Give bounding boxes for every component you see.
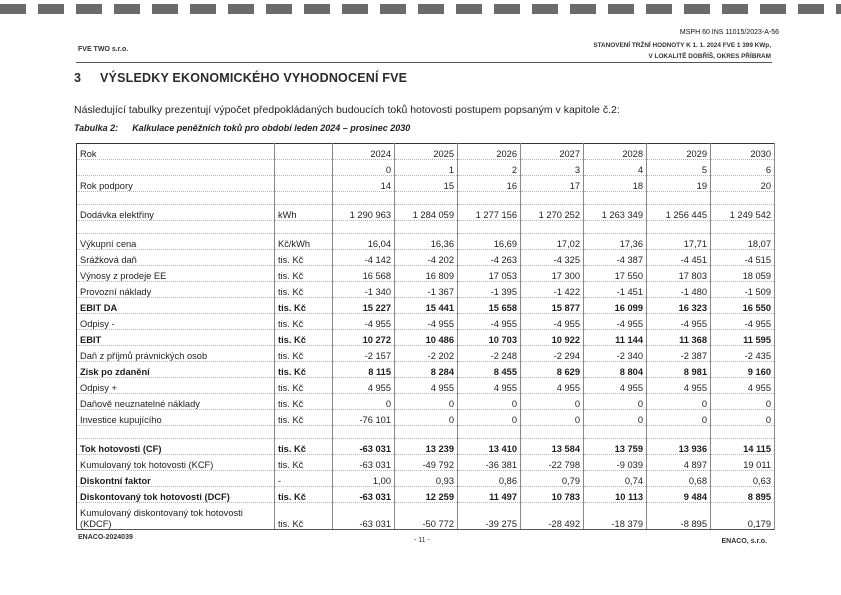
section-title: VÝSLEDKY EKONOMICKÉHO VYHODNOCENÍ FVE <box>100 71 408 85</box>
value-cell: 17 803 <box>647 266 711 282</box>
empty-cell <box>521 192 584 205</box>
empty-cell <box>77 426 275 439</box>
table-row <box>77 266 775 282</box>
empty-cell <box>521 221 584 234</box>
value-cell: 1 249 542 <box>711 205 775 221</box>
value-cell: 10 783 <box>521 487 584 503</box>
empty-cell <box>395 221 458 234</box>
table-row <box>77 298 775 314</box>
value-cell: 1 263 349 <box>584 205 647 221</box>
value-cell: -36 381 <box>458 455 521 471</box>
table-row <box>77 410 775 426</box>
empty-cell <box>458 192 521 205</box>
value-cell: 15 441 <box>395 298 458 314</box>
table-row <box>77 378 775 394</box>
table-row <box>77 314 775 330</box>
value-cell: 2025 <box>395 144 458 160</box>
section-heading <box>74 71 407 85</box>
table-spacer-row <box>77 192 775 205</box>
scan-edge-marks <box>0 4 841 14</box>
value-cell: 18,07 <box>711 234 775 250</box>
footer-rule <box>76 529 772 530</box>
value-cell: 4 955 <box>458 378 521 394</box>
value-cell: 0 <box>395 410 458 426</box>
value-cell: 8 981 <box>647 362 711 378</box>
row-label: Dodávka elektřiny <box>77 205 275 221</box>
table-row <box>77 250 775 266</box>
row-unit: tis. Kč <box>275 378 333 394</box>
value-cell: -1 340 <box>333 282 395 298</box>
table-spacer-row <box>77 426 775 439</box>
value-cell: -39 275 <box>458 503 521 530</box>
value-cell: -4 451 <box>647 250 711 266</box>
row-unit: tis. Kč <box>275 266 333 282</box>
value-cell: 16,69 <box>458 234 521 250</box>
row-unit: tis. Kč <box>275 410 333 426</box>
row-unit: tis. Kč <box>275 282 333 298</box>
value-cell: -2 294 <box>521 346 584 362</box>
section-number: 3 <box>74 71 82 85</box>
value-cell: -4 955 <box>711 314 775 330</box>
empty-cell <box>77 221 275 234</box>
value-cell: 0,74 <box>584 471 647 487</box>
row-label: Rok <box>77 144 275 160</box>
value-cell: 1 270 252 <box>521 205 584 221</box>
value-cell: 15 227 <box>333 298 395 314</box>
table-row <box>77 362 775 378</box>
row-unit: tis. Kč <box>275 314 333 330</box>
value-cell: 15 658 <box>458 298 521 314</box>
value-cell: 0,179 <box>711 503 775 530</box>
value-cell: 0 <box>647 410 711 426</box>
value-cell: -2 340 <box>584 346 647 362</box>
value-cell: -63 031 <box>333 455 395 471</box>
value-cell: 1 290 963 <box>333 205 395 221</box>
value-cell: 2026 <box>458 144 521 160</box>
value-cell: 0 <box>521 410 584 426</box>
table-row <box>77 487 775 503</box>
table-caption-label: Tabulka 2: <box>74 123 119 133</box>
table-row <box>77 346 775 362</box>
value-cell: 3 <box>521 160 584 176</box>
empty-cell <box>584 221 647 234</box>
value-cell: -4 263 <box>458 250 521 266</box>
empty-cell <box>584 192 647 205</box>
value-cell: 1 <box>395 160 458 176</box>
value-cell: 8 115 <box>333 362 395 378</box>
row-unit <box>275 176 333 192</box>
value-cell: 17,71 <box>647 234 711 250</box>
row-label: Daň z příjmů právnických osob <box>77 346 275 362</box>
value-cell: 17 053 <box>458 266 521 282</box>
value-cell: 2029 <box>647 144 711 160</box>
value-cell: -49 792 <box>395 455 458 471</box>
value-cell: 10 113 <box>584 487 647 503</box>
empty-cell <box>647 192 711 205</box>
value-cell: 10 703 <box>458 330 521 346</box>
empty-cell <box>647 221 711 234</box>
value-cell: 16 809 <box>395 266 458 282</box>
value-cell: 0 <box>584 410 647 426</box>
value-cell: 8 629 <box>521 362 584 378</box>
value-cell: 10 486 <box>395 330 458 346</box>
value-cell: -1 422 <box>521 282 584 298</box>
value-cell: 17 <box>521 176 584 192</box>
value-cell: 14 <box>333 176 395 192</box>
value-cell: 18 059 <box>711 266 775 282</box>
value-cell: 0 <box>458 394 521 410</box>
value-cell: -2 248 <box>458 346 521 362</box>
intro-paragraph: Následující tabulky prezentují výpočet předpokládaných budoucích toků hotovosti postupem popsaným v kapitole č.2: <box>74 104 620 116</box>
row-label: Diskontní faktor <box>77 471 275 487</box>
value-cell: 4 955 <box>333 378 395 394</box>
value-cell: 11 595 <box>711 330 775 346</box>
value-cell: 20 <box>711 176 775 192</box>
value-cell: 14 115 <box>711 439 775 455</box>
value-cell: 11 144 <box>584 330 647 346</box>
value-cell: -8 895 <box>647 503 711 530</box>
value-cell: 1 277 156 <box>458 205 521 221</box>
table-row <box>77 144 775 160</box>
value-cell: 8 804 <box>584 362 647 378</box>
value-cell: -4 515 <box>711 250 775 266</box>
value-cell: 16 <box>458 176 521 192</box>
value-cell: -2 387 <box>647 346 711 362</box>
value-cell: 13 239 <box>395 439 458 455</box>
value-cell: 8 895 <box>711 487 775 503</box>
page-number: - 11 - <box>414 537 430 544</box>
value-cell: -4 955 <box>395 314 458 330</box>
row-unit: tis. Kč <box>275 362 333 378</box>
row-unit: - <box>275 471 333 487</box>
value-cell: 15 877 <box>521 298 584 314</box>
value-cell: 0 <box>584 394 647 410</box>
value-cell: 16 550 <box>711 298 775 314</box>
row-unit: Kč/kWh <box>275 234 333 250</box>
row-unit: tis. Kč <box>275 455 333 471</box>
row-unit: tis. Kč <box>275 298 333 314</box>
value-cell: 2030 <box>711 144 775 160</box>
value-cell: -63 031 <box>333 439 395 455</box>
value-cell: 12 259 <box>395 487 458 503</box>
value-cell: 13 410 <box>458 439 521 455</box>
table-row <box>77 439 775 455</box>
value-cell: 9 484 <box>647 487 711 503</box>
value-cell: -4 387 <box>584 250 647 266</box>
value-cell: -4 325 <box>521 250 584 266</box>
empty-cell <box>333 192 395 205</box>
value-cell: -4 955 <box>647 314 711 330</box>
value-cell: -76 101 <box>333 410 395 426</box>
row-unit: tis. Kč <box>275 346 333 362</box>
value-cell: 11 497 <box>458 487 521 503</box>
empty-cell <box>333 426 395 439</box>
empty-cell <box>275 221 333 234</box>
value-cell: 0 <box>647 394 711 410</box>
value-cell: 4 955 <box>521 378 584 394</box>
value-cell: 17 300 <box>521 266 584 282</box>
value-cell: 10 922 <box>521 330 584 346</box>
row-label: Odpisy - <box>77 314 275 330</box>
table-row <box>77 234 775 250</box>
header-title <box>593 40 771 62</box>
value-cell: 4 955 <box>584 378 647 394</box>
value-cell: 17 550 <box>584 266 647 282</box>
value-cell: -50 772 <box>395 503 458 530</box>
value-cell: 4 955 <box>647 378 711 394</box>
table-row <box>77 176 775 192</box>
header-title-line2: V LOKALITĚ DOBŘÍŠ, OKRES PŘÍBRAM <box>648 53 771 60</box>
value-cell: 16 099 <box>584 298 647 314</box>
value-cell: -18 379 <box>584 503 647 530</box>
value-cell: 6 <box>711 160 775 176</box>
empty-cell <box>711 426 775 439</box>
value-cell: 4 955 <box>395 378 458 394</box>
value-cell: -22 798 <box>521 455 584 471</box>
value-cell: 5 <box>647 160 711 176</box>
value-cell: 0 <box>711 394 775 410</box>
table-spacer-row <box>77 221 775 234</box>
table-row <box>77 160 775 176</box>
row-unit: kWh <box>275 205 333 221</box>
row-label: Daňově neuznatelné náklady <box>77 394 275 410</box>
value-cell: 1 284 059 <box>395 205 458 221</box>
value-cell: -4 955 <box>584 314 647 330</box>
value-cell: -4 142 <box>333 250 395 266</box>
empty-cell <box>395 426 458 439</box>
value-cell: 0,79 <box>521 471 584 487</box>
value-cell: 17,02 <box>521 234 584 250</box>
table-row <box>77 471 775 487</box>
empty-cell <box>711 192 775 205</box>
value-cell: 13 936 <box>647 439 711 455</box>
value-cell: 19 <box>647 176 711 192</box>
value-cell: -4 955 <box>521 314 584 330</box>
value-cell: -1 395 <box>458 282 521 298</box>
footer-left: ENACO-2024039 <box>78 534 133 541</box>
empty-cell <box>711 221 775 234</box>
row-label: Kumulovaný diskontovaný tok hotovosti (KDCF) <box>77 503 275 530</box>
row-label: Tok hotovosti (CF) <box>77 439 275 455</box>
empty-cell <box>521 426 584 439</box>
value-cell: 2024 <box>333 144 395 160</box>
row-label: EBIT <box>77 330 275 346</box>
value-cell: 8 284 <box>395 362 458 378</box>
empty-cell <box>333 221 395 234</box>
empty-cell <box>458 426 521 439</box>
value-cell: -4 955 <box>458 314 521 330</box>
value-cell: -1 367 <box>395 282 458 298</box>
footer-right: ENACO, s.r.o. <box>721 538 767 545</box>
table-row <box>77 455 775 471</box>
value-cell: 16,36 <box>395 234 458 250</box>
row-unit: tis. Kč <box>275 250 333 266</box>
value-cell: 13 584 <box>521 439 584 455</box>
row-label: Zisk po zdanění <box>77 362 275 378</box>
empty-cell <box>275 426 333 439</box>
row-unit: tis. Kč <box>275 330 333 346</box>
value-cell: 0 <box>521 394 584 410</box>
value-cell: 10 272 <box>333 330 395 346</box>
header-company: FVE TWO s.r.o. <box>78 46 129 53</box>
table-row <box>77 503 775 530</box>
value-cell: 2027 <box>521 144 584 160</box>
row-label: Odpisy + <box>77 378 275 394</box>
document-reference: MSPH 60 INS 11015/2023-A-56 <box>679 29 779 36</box>
value-cell: 17,36 <box>584 234 647 250</box>
value-cell: -4 202 <box>395 250 458 266</box>
row-unit: tis. Kč <box>275 439 333 455</box>
value-cell: 0,93 <box>395 471 458 487</box>
value-cell: 1 256 445 <box>647 205 711 221</box>
table-row <box>77 330 775 346</box>
value-cell: 4 <box>584 160 647 176</box>
value-cell: -2 202 <box>395 346 458 362</box>
value-cell: -63 031 <box>333 503 395 530</box>
value-cell: 0 <box>333 160 395 176</box>
table-row <box>77 205 775 221</box>
value-cell: 18 <box>584 176 647 192</box>
table-row <box>77 394 775 410</box>
row-label: Rok podpory <box>77 176 275 192</box>
value-cell: -63 031 <box>333 487 395 503</box>
value-cell: 0 <box>711 410 775 426</box>
header-rule <box>76 62 772 63</box>
value-cell: -2 435 <box>711 346 775 362</box>
value-cell: 1,00 <box>333 471 395 487</box>
value-cell: 0,68 <box>647 471 711 487</box>
value-cell: -28 492 <box>521 503 584 530</box>
value-cell: 13 759 <box>584 439 647 455</box>
value-cell: 16 323 <box>647 298 711 314</box>
value-cell: -4 955 <box>333 314 395 330</box>
empty-cell <box>77 192 275 205</box>
value-cell: 11 368 <box>647 330 711 346</box>
header-title-line1: STANOVENÍ TRŽNÍ HODNOTY K 1. 1. 2024 FVE 1 399 KWp, <box>593 42 771 49</box>
value-cell: 4 955 <box>711 378 775 394</box>
value-cell: -2 157 <box>333 346 395 362</box>
value-cell: 0 <box>333 394 395 410</box>
row-unit <box>275 144 333 160</box>
value-cell: -9 039 <box>584 455 647 471</box>
value-cell: 16 568 <box>333 266 395 282</box>
table-caption <box>74 123 410 133</box>
value-cell: 2 <box>458 160 521 176</box>
row-unit: tis. Kč <box>275 503 333 530</box>
value-cell: 2028 <box>584 144 647 160</box>
value-cell: 4 897 <box>647 455 711 471</box>
row-unit <box>275 160 333 176</box>
value-cell: 0,63 <box>711 471 775 487</box>
value-cell: -1 451 <box>584 282 647 298</box>
value-cell: 19 011 <box>711 455 775 471</box>
value-cell: 8 455 <box>458 362 521 378</box>
value-cell: 0 <box>395 394 458 410</box>
row-label: Provozní náklady <box>77 282 275 298</box>
empty-cell <box>275 192 333 205</box>
cash-flow-table <box>76 143 775 530</box>
row-label: Výkupní cena <box>77 234 275 250</box>
value-cell: 0 <box>458 410 521 426</box>
empty-cell <box>584 426 647 439</box>
row-label: Výnosy z prodeje EE <box>77 266 275 282</box>
value-cell: 16,04 <box>333 234 395 250</box>
row-unit: tis. Kč <box>275 487 333 503</box>
value-cell: 9 160 <box>711 362 775 378</box>
value-cell: -1 509 <box>711 282 775 298</box>
empty-cell <box>647 426 711 439</box>
row-label: Srážková daň <box>77 250 275 266</box>
table-caption-text: Kalkulace peněžních toků pro období leden 2024 – prosinec 2030 <box>132 123 411 133</box>
value-cell: 15 <box>395 176 458 192</box>
row-label: Kumulovaný tok hotovosti (KCF) <box>77 455 275 471</box>
table-row <box>77 282 775 298</box>
row-label: Investice kupujícího <box>77 410 275 426</box>
value-cell: 0,86 <box>458 471 521 487</box>
row-label: Diskontovaný tok hotovosti (DCF) <box>77 487 275 503</box>
empty-cell <box>458 221 521 234</box>
row-label <box>77 160 275 176</box>
value-cell: -1 480 <box>647 282 711 298</box>
row-label: EBIT DA <box>77 298 275 314</box>
row-unit: tis. Kč <box>275 394 333 410</box>
empty-cell <box>395 192 458 205</box>
